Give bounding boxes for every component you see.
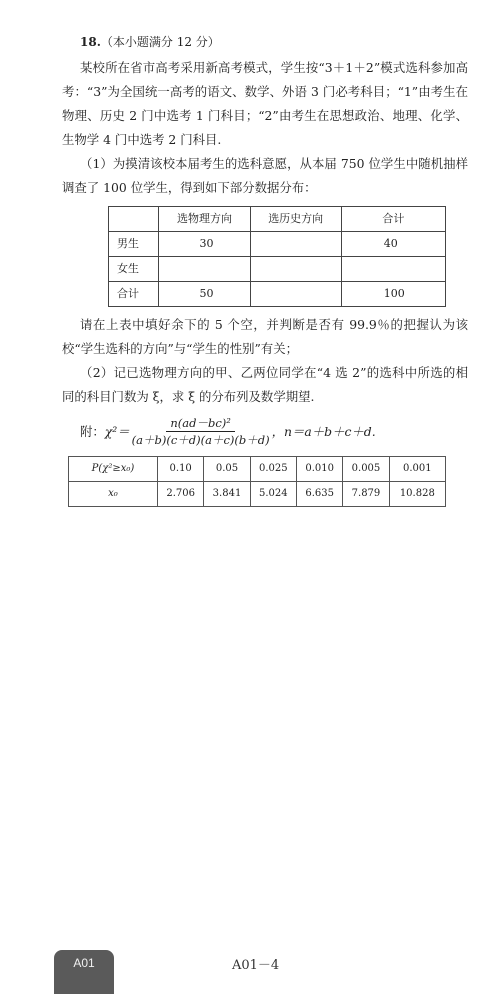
survey-cell: 30 [159,232,250,257]
appendix-label: 附： [80,423,105,439]
survey-cell: 合计 [109,282,159,307]
critical-p-cell: 0.010 [296,457,342,482]
critical-value-table [68,456,446,507]
critical-p-cell: 0.001 [389,457,445,482]
critical-p-cell: 0.025 [250,457,296,482]
formula-numerator: n(ad－bc)² [166,415,235,432]
question-intro: 某校所在省市高考采用新高考模式，学生按“3＋1＋2”模式选科参加高考：“3”为全国统一高考的语文、数学、外语 3 门必考科目；“1”由考生在物理、历史 2 门中选考 1 门科目；“2”由考生在思想政治、地理、化学、生物学 4 门中选考 2 门科目. [62,60,468,147]
question-part1-followup: 请在上表中填好余下的 5 个空，并判断是否有 99.9％的把握认为该校“学生选科的方向”与“学生的性别”有关； [62,317,468,356]
critical-row-x-label: x₀ [69,482,158,507]
critical-x-cell: 10.828 [389,482,445,507]
survey-cell [250,257,341,282]
survey-cell [159,257,250,282]
survey-header-total: 合计 [341,207,445,232]
critical-x-cell: 2.706 [158,482,204,507]
survey-row-total [109,282,446,307]
survey-header-blank [109,207,159,232]
question-content [62,30,468,507]
formula-fraction [132,415,270,448]
chi-square-formula [80,415,468,448]
survey-header-history: 选历史方向 [250,207,341,232]
question-score-note: （本小题满分 12 分） [100,35,220,49]
n-definition: ，n＝a＋b＋c＋d. [271,423,376,439]
survey-cell [250,232,341,257]
survey-cell: 女生 [109,257,159,282]
page-number: A01－4 [232,958,280,973]
question-part2: （2）记已选物理方向的甲、乙两位同学在“4 选 2”的选科中所选的相同的科目门数为 ξ，求 ξ 的分布列及数学期望. [62,365,468,404]
critical-row-p-label: P(χ²≥x₀) [69,457,158,482]
critical-p-cell: 0.10 [158,457,204,482]
critical-x-cell: 7.879 [343,482,389,507]
survey-cell: 男生 [109,232,159,257]
survey-cell: 100 [341,282,445,307]
question-number: 18. [80,35,101,49]
chi-symbol: χ²＝ [104,423,130,439]
survey-cell: 40 [341,232,445,257]
survey-row-male [109,232,446,257]
survey-row-female [109,257,446,282]
survey-cell [341,257,445,282]
survey-cell: 50 [159,282,250,307]
critical-p-cell: 0.005 [343,457,389,482]
critical-x-cell: 6.635 [296,482,342,507]
critical-x-cell: 3.841 [204,482,250,507]
formula-denominator: (a＋b)(c＋d)(a＋c)(b＋d) [131,433,270,447]
question-part1: （1）为摸清该校本届考生的选科意愿，从本届 750 位学生中随机抽样调查了 100 位学生，得到如下部分数据分布： [62,156,468,195]
survey-cell [250,282,341,307]
critical-row-x [69,482,446,507]
survey-table [108,206,446,307]
survey-header-physics: 选物理方向 [159,207,250,232]
critical-x-cell: 5.024 [250,482,296,507]
survey-table-header-row [109,207,446,232]
critical-p-cell: 0.05 [204,457,250,482]
section-tab: A01 [54,950,114,994]
critical-row-p [69,457,446,482]
question-header [80,30,468,54]
